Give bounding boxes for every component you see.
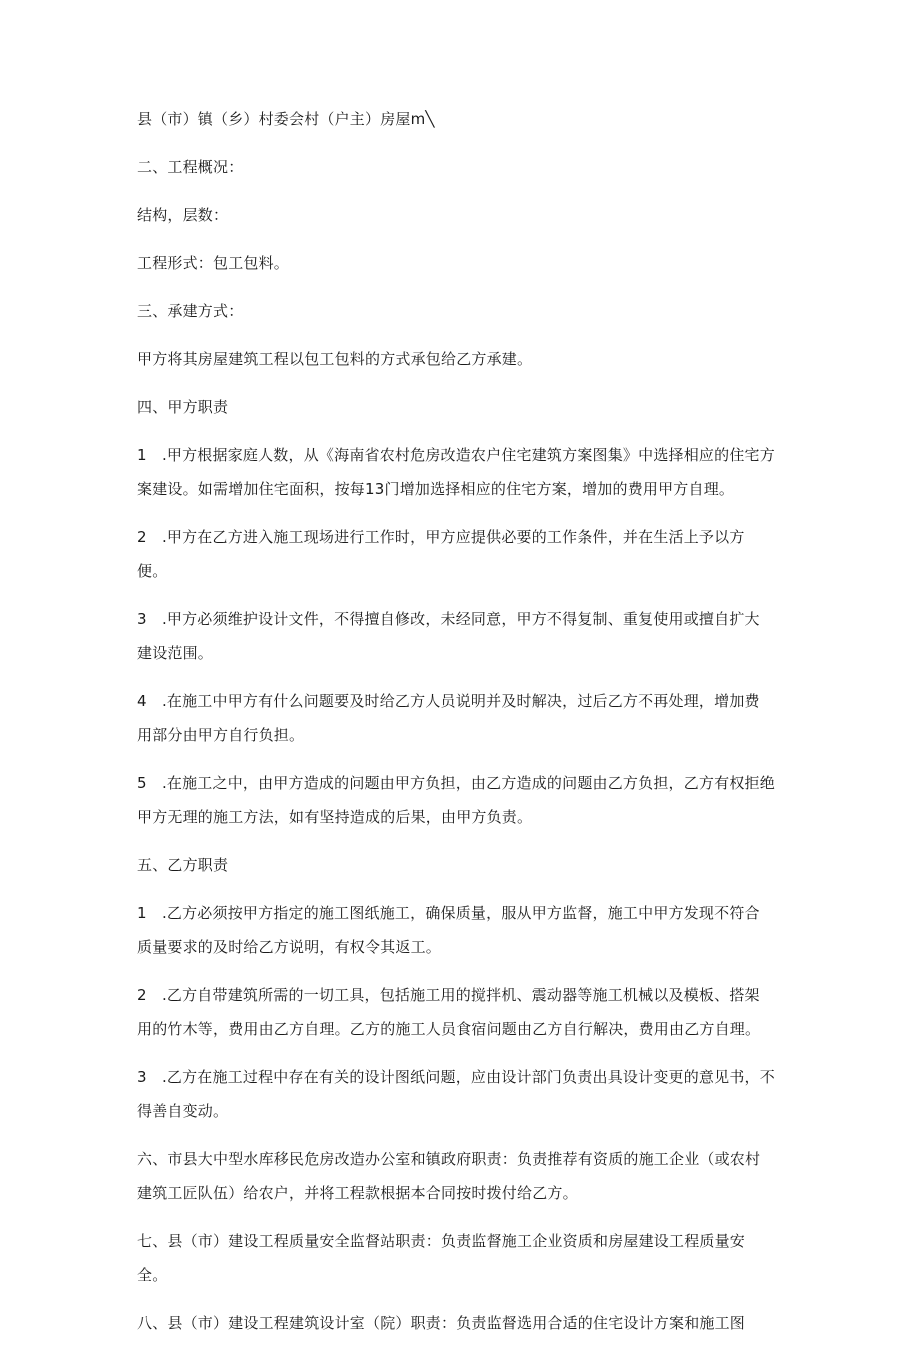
text-line: 六、市县大中型水库移民危房改造办公室和镇政府职责：负责推荐有资质的施工企业（或农村: [137, 1150, 761, 1168]
section-heading-party-b-duties: [137, 848, 787, 882]
text-line: 四、甲方职责: [137, 398, 229, 416]
text-line: 3 .乙方在施工过程中存在有关的设计图纸问题，应由设计部门负责出具设计变更的意见书，不: [137, 1068, 775, 1086]
text-line: 3 .甲方必须维护设计文件，不得擅自修改，未经同意，甲方不得复制、重复使用或擅自扩大: [137, 610, 760, 628]
section-heading-project-overview: [137, 150, 787, 184]
section-eight-design-office-duties: [137, 1306, 787, 1340]
party-b-item-2: [137, 978, 787, 1046]
party-a-item-4: [137, 684, 787, 752]
structure-floors-line: [137, 198, 787, 232]
party-a-item-1: [137, 438, 787, 506]
document-page: [137, 102, 787, 1354]
text-line: 便。: [137, 562, 168, 580]
text-line: 全。: [137, 1266, 168, 1284]
text-line: 八、县（市）建设工程建筑设计室（院）职责：负责监督选用合适的住宅设计方案和施工图: [137, 1314, 746, 1332]
text-line: 建设范围。: [137, 644, 214, 662]
party-b-item-1: [137, 896, 787, 964]
text-line: 甲方将其房屋建筑工程以包工包料的方式承包给乙方承建。: [137, 350, 533, 368]
text-line: 工程形式：包工包料。: [137, 254, 290, 272]
party-a-item-3: [137, 602, 787, 670]
text-line: 4 .在施工中甲方有什么问题要及时给乙方人员说明并及时解决，过后乙方不再处理，增加费: [137, 692, 760, 710]
section-six-resettlement-office-duties: [137, 1142, 787, 1210]
text-line: 得善自变动。: [137, 1102, 229, 1120]
text-line: 县（市）镇（乡）村委会村（户主）房屋m╲: [137, 110, 435, 128]
text-line: 5 .在施工之中，由甲方造成的问题由甲方负担，由乙方造成的问题由乙方负担，乙方有权拒绝: [137, 774, 775, 792]
text-line: 2 .乙方自带建筑所需的一切工具，包括施工用的搅拌机、震动器等施工机械以及模板、搭架: [137, 986, 760, 1004]
party-b-item-3: [137, 1060, 787, 1128]
text-line: 结构，层数：: [137, 206, 229, 224]
location-line: [137, 102, 787, 136]
text-line: 三、承建方式：: [137, 302, 244, 320]
text-line: 案建设。如需增加住宅面积，按每13门增加选择相应的住宅方案，增加的费用甲方自理。: [137, 480, 735, 498]
text-line: 2 .甲方在乙方进入施工现场进行工作时，甲方应提供必要的工作条件，并在生活上予以方: [137, 528, 745, 546]
text-line: 1 .甲方根据家庭人数，从《海南省农村危房改造农户住宅建筑方案图集》中选择相应的住宅方: [137, 446, 775, 464]
text-line: 1 .乙方必须按甲方指定的施工图纸施工，确保质量，服从甲方监督，施工中甲方发现不符合: [137, 904, 760, 922]
text-line: 甲方无理的施工方法，如有坚持造成的后果，由甲方负责。: [137, 808, 533, 826]
text-line: 用的竹木等，费用由乙方自理。乙方的施工人员食宿问题由乙方自行解决，费用由乙方自理。: [137, 1020, 761, 1038]
party-a-item-2: [137, 520, 787, 588]
section-seven-quality-station-duties: [137, 1224, 787, 1292]
party-a-item-5: [137, 766, 787, 834]
section-heading-contract-method: [137, 294, 787, 328]
text-line: 七、县（市）建设工程质量安全监督站职责：负责监督施工企业资质和房屋建设工程质量安: [137, 1232, 746, 1250]
text-line: 二、工程概况：: [137, 158, 244, 176]
text-line: 建筑工匠队伍）给农户，并将工程款根据本合同按时拨付给乙方。: [137, 1184, 578, 1202]
text-line: 五、乙方职责: [137, 856, 229, 874]
section-heading-party-a-duties: [137, 390, 787, 424]
contract-method-text: [137, 342, 787, 376]
project-form-line: [137, 246, 787, 280]
text-line: 用部分由甲方自行负担。: [137, 726, 305, 744]
text-line: 质量要求的及时给乙方说明，有权令其返工。: [137, 938, 442, 956]
